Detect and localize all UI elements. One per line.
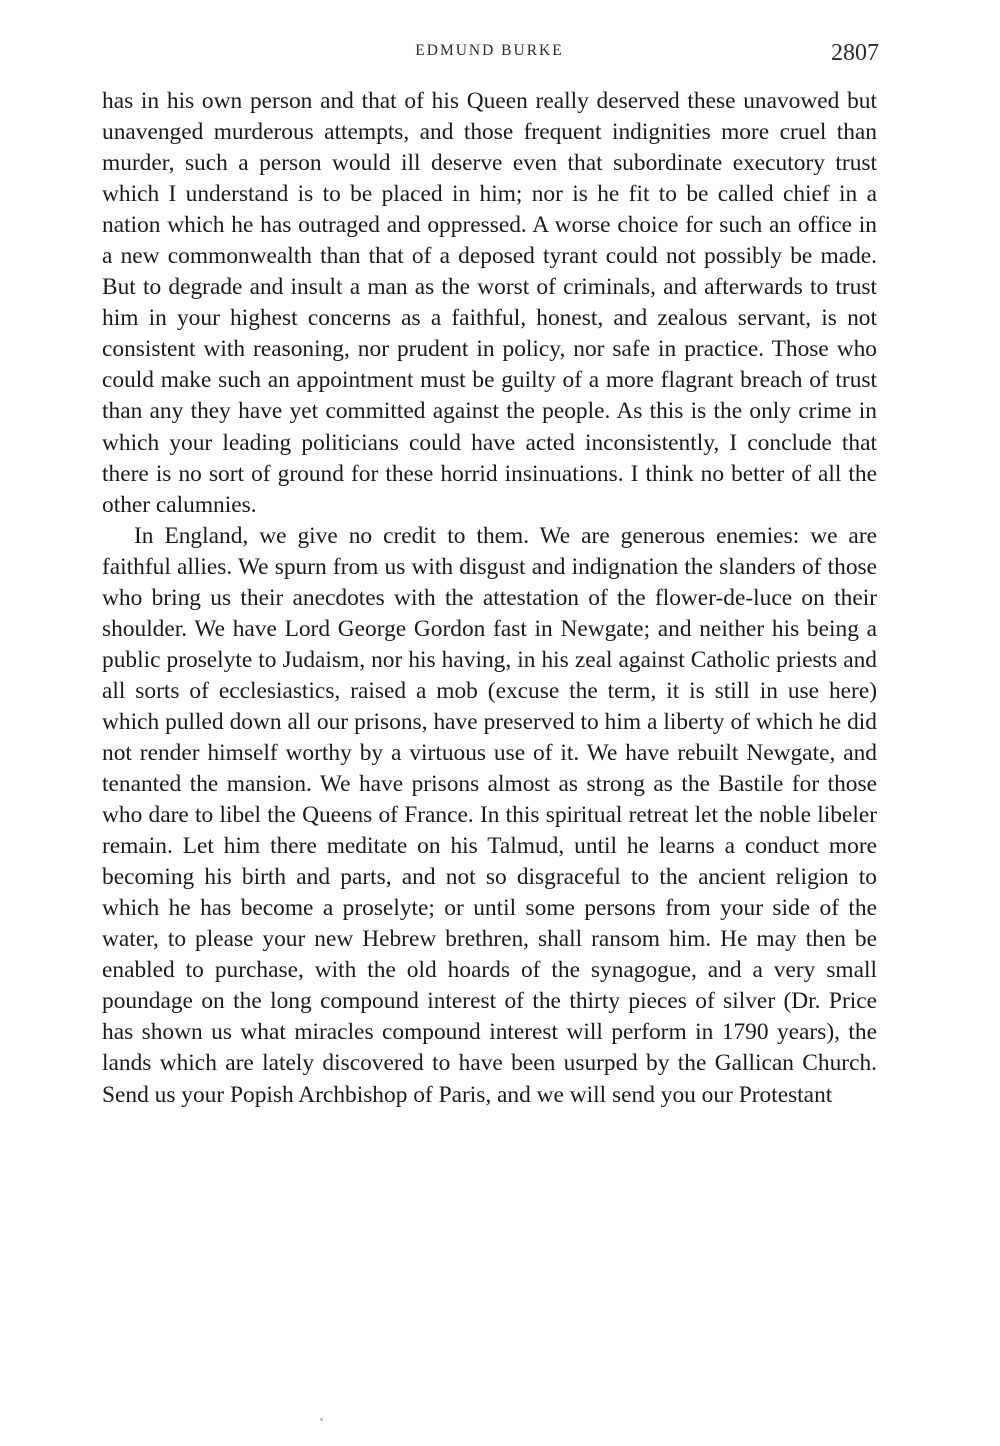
- page-number: 2807: [831, 40, 879, 66]
- paragraph-england: In England, we give no credit to them. We are generous enemies: we are faithful allies. We spurn from us with disgust and indignation the slanders of those who bring us their anecdotes with the attestation of the flower-de-luce on their shoulder. We have Lord George Gordon fast in Newgate; and neither his being a public proselyte to Judaism, nor his having, in his zeal against Catholic priests and all sorts of ecclesiastics, raised a mob (excuse the term, it is still in use here) which pulled down all our prisons, have preserved to him a liberty of which he did not render himself worthy by a virtuous use of it. We have rebuilt Newgate, and tenanted the mansion. We have prisons almost as strong as the Bastile for those who dare to libel the Queens of France. In this spiritual retreat let the noble libeler remain. Let him there meditate on his Talmud, until he learns a conduct more becoming his birth and parts, and not so disgraceful to the ancient religion to which he has become a proselyte; or until some persons from your side of the water, to please your new Hebrew brethren, shall ransom him. He may then be enabled to purchase, with the old hoards of the synagogue, and a very small poundage on the long compound interest of the thirty pieces of silver (Dr. Price has shown us what miracles compound interest will perform in 1790 years), the lands which are lately discovered to have been usurped by the Gallican Church. Send us your Popish Archbishop of Paris, and we will send you our Protestant: [102, 522, 877, 1108]
- running-title: EDMUND BURKE: [415, 42, 564, 59]
- print-speck: [320, 1418, 323, 1421]
- running-head: [102, 40, 877, 70]
- body-text: [102, 86, 877, 1111]
- paragraph-continued: has in his own person and that of his Queen really deserved these unavowed but unavenged murderous attempts, and those frequent indignities more cruel than murder, such a person would ill deserve even that subordinate executory trust which I understand is to be placed in him; nor is he fit to be called chief in a nation which he has outraged and oppressed. A worse choice for such an office in a new commonwealth than that of a deposed tyrant could not possibly be made. But to degrade and insult a man as the worst of criminals, and afterwards to trust him in your highest concerns as a faithful, honest, and zealous servant, is not consistent with reasoning, nor prudent in policy, nor safe in practice. Those who could make such an appointment must be guilty of a more flagrant breach of trust than any they have yet committed against the people. As this is the only crime in which your leading politicians could have acted inconsistently, I conclude that there is no sort of ground for these horrid insinuations. I think no better of all the other calumnies.: [102, 88, 877, 518]
